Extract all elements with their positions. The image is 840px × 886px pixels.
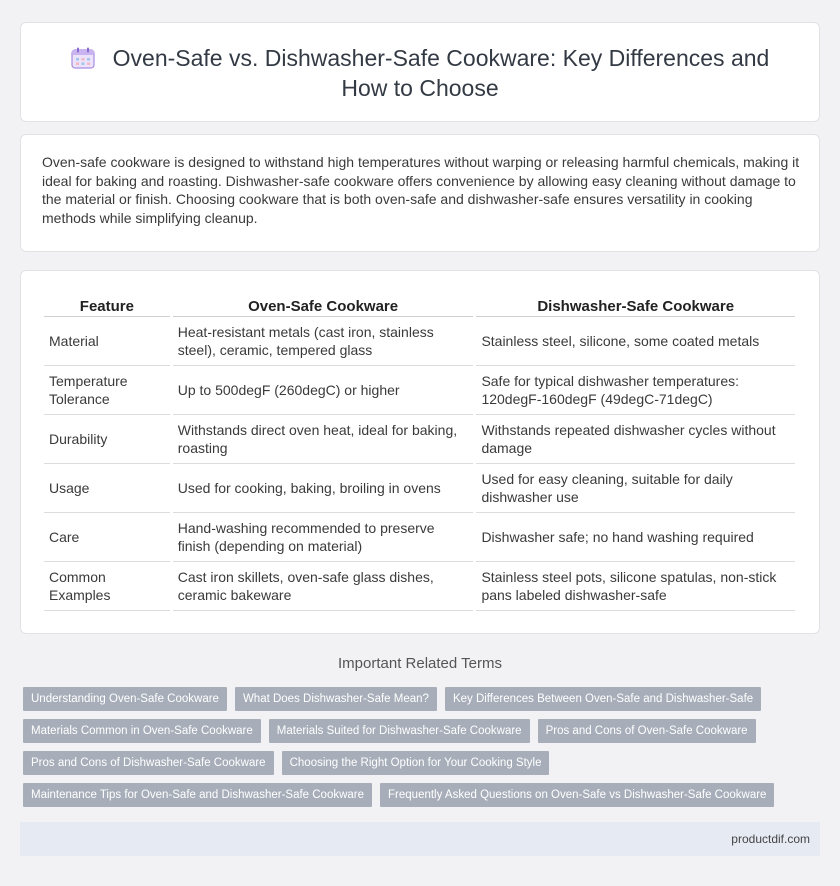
header-dishwasher-safe: Dishwasher-Safe Cookware (476, 297, 795, 317)
page-title (71, 45, 770, 101)
tag-row (23, 687, 813, 711)
title-card (20, 22, 820, 122)
related-term-link[interactable]: Understanding Oven-Safe Cookware (23, 687, 227, 711)
footer-bar (20, 822, 820, 856)
comparison-table (41, 297, 798, 611)
header-oven-safe: Oven-Safe Cookware (173, 297, 474, 317)
feature-cell: Temperature Tolerance (44, 366, 170, 415)
related-term-link[interactable]: Frequently Asked Questions on Oven-Safe vs Dishwasher-Safe Cookware (380, 783, 774, 807)
oven-safe-cell: Cast iron skillets, oven-safe glass dishes, ceramic bakeware (173, 562, 474, 611)
table-row (44, 562, 795, 611)
page-title-text: Oven-Safe vs. Dishwasher-Safe Cookware: Key Differences and How to Choose (112, 45, 770, 101)
related-term-link[interactable]: Pros and Cons of Oven-Safe Cookware (538, 719, 756, 743)
dishwasher-safe-cell: Withstands repeated dishwasher cycles without damage (476, 415, 795, 464)
table-row (44, 513, 795, 562)
oven-safe-cell: Up to 500degF (260degC) or higher (173, 366, 474, 415)
feature-cell: Common Examples (44, 562, 170, 611)
related-term-link[interactable]: Pros and Cons of Dishwasher-Safe Cookware (23, 751, 274, 775)
related-term-link[interactable]: Key Differences Between Oven-Safe and Dishwasher-Safe (445, 687, 761, 711)
related-term-link[interactable]: What Does Dishwasher-Safe Mean? (235, 687, 437, 711)
tag-row (23, 783, 813, 807)
calendar-icon (71, 47, 95, 69)
table-row (44, 317, 795, 366)
oven-safe-cell: Hand-washing recommended to preserve finish (depending on material) (173, 513, 474, 562)
title-wrap (21, 43, 819, 103)
footer-site-name: productdif.com (731, 832, 810, 846)
oven-safe-cell: Used for cooking, baking, broiling in ovens (173, 464, 474, 513)
intro-paragraph: Oven-safe cookware is designed to withstand high temperatures without warping or releasing harmful chemicals, making it ideal for baking and roasting. Dishwasher-safe cookware offers convenience by allowing easy cleaning without damage to the material or finish. Choosing cookware that is both oven-safe and dishwasher-safe ensures versatility in cooking methods while simplifying cleanup. (42, 154, 800, 226)
tag-row (23, 751, 813, 775)
dishwasher-safe-cell: Stainless steel, silicone, some coated metals (476, 317, 795, 366)
related-term-link[interactable]: Maintenance Tips for Oven-Safe and Dishwasher-Safe Cookware (23, 783, 372, 807)
related-term-link[interactable]: Materials Suited for Dishwasher-Safe Cookware (269, 719, 530, 743)
tag-row (23, 719, 813, 743)
table-header-row (44, 297, 795, 317)
feature-cell: Care (44, 513, 170, 562)
related-term-link[interactable]: Choosing the Right Option for Your Cooking Style (282, 751, 550, 775)
header-feature: Feature (44, 297, 170, 317)
intro-card (20, 134, 820, 252)
dishwasher-safe-cell: Stainless steel pots, silicone spatulas, non-stick pans labeled dishwasher-safe (476, 562, 795, 611)
table-row (44, 464, 795, 513)
feature-cell: Durability (44, 415, 170, 464)
table-row (44, 366, 795, 415)
dishwasher-safe-cell: Dishwasher safe; no hand washing required (476, 513, 795, 562)
dishwasher-safe-cell: Safe for typical dishwasher temperatures: 120degF-160degF (49degC-71degC) (476, 366, 795, 415)
related-terms-list (23, 687, 813, 815)
oven-safe-cell: Heat-resistant metals (cast iron, stainless steel), ceramic, tempered glass (173, 317, 474, 366)
related-terms-heading: Important Related Terms (338, 655, 502, 672)
comparison-table-card (20, 270, 820, 634)
table-row (44, 415, 795, 464)
feature-cell: Usage (44, 464, 170, 513)
feature-cell: Material (44, 317, 170, 366)
related-term-link[interactable]: Materials Common in Oven-Safe Cookware (23, 719, 261, 743)
oven-safe-cell: Withstands direct oven heat, ideal for baking, roasting (173, 415, 474, 464)
dishwasher-safe-cell: Used for easy cleaning, suitable for daily dishwasher use (476, 464, 795, 513)
